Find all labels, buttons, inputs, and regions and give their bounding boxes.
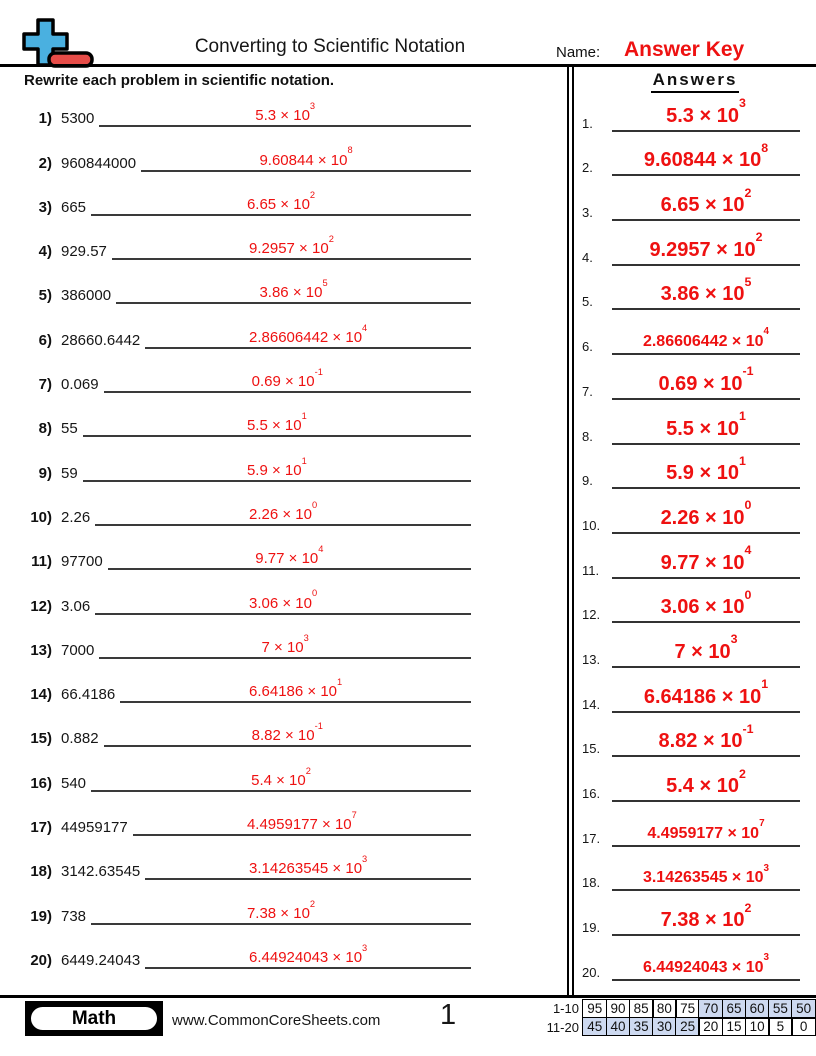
answer-blank (120, 679, 471, 703)
answer-key-text: $5.5 \times 10^1$ (666, 409, 746, 440)
answer-key-text: $2.86606442 \times 10^4$ (642, 326, 770, 351)
problem-value: 97700 (61, 553, 103, 571)
answer-key-list (582, 97, 816, 991)
problem-value: 665 (61, 198, 87, 216)
problem-value: 6449.24043 (61, 951, 141, 969)
answer-line (612, 230, 800, 266)
answer-line (612, 819, 800, 847)
problem-value: 0.069 (61, 376, 99, 394)
answers-heading: Answers (574, 70, 816, 93)
score-cell: 65 (722, 999, 747, 1019)
answer-row-8 (582, 410, 816, 455)
answer-number: 9. (582, 473, 593, 489)
answer-number: 6. (582, 339, 593, 355)
answer-number: 11. (582, 562, 600, 578)
problem-number: 2) (38, 154, 52, 172)
score-cell: 20 (698, 1017, 723, 1037)
score-cell: 95 (582, 999, 607, 1019)
problem-value: 540 (61, 774, 87, 792)
problem-number: 10) (30, 508, 52, 526)
problem-number: 17) (30, 819, 52, 837)
score-cell: 75 (675, 999, 700, 1019)
answer-row-14 (582, 678, 816, 723)
problem-value: 386000 (61, 287, 112, 305)
answer-number: 14. (582, 696, 601, 712)
problem-row-11 (24, 538, 567, 582)
answer-line (612, 900, 800, 936)
answer-key-text: $2.26 \times 10^0$ (660, 498, 752, 529)
answer-number: 8. (582, 428, 593, 444)
answer-blank (104, 366, 471, 393)
problem-row-8 (24, 405, 567, 449)
answer-number: 3. (582, 205, 593, 221)
answer-number: 1. (582, 115, 593, 131)
score-row-label: 11-20 (546, 1019, 579, 1035)
problem-row-15 (24, 715, 567, 759)
answer-number: 19. (582, 920, 601, 936)
score-cell: 0 (791, 1017, 816, 1037)
answer-number: 18. (582, 875, 601, 891)
answer-text: $2.26 \times 10^0$ (249, 499, 318, 523)
answer-row-16 (582, 767, 816, 812)
answer-key-text: Answer Key (624, 38, 745, 61)
problem-row-18 (24, 848, 567, 892)
page-title: Converting to Scientific Notation (194, 36, 466, 57)
answer-row-10 (582, 499, 816, 544)
answer-row-15 (582, 723, 816, 768)
answer-key-text: $7.38 \times 10^2$ (660, 900, 752, 932)
footer (0, 995, 816, 1056)
score-cell: 80 (652, 999, 677, 1019)
problem-row-1 (24, 95, 567, 139)
score-row-11-20 (540, 1019, 816, 1037)
answer-line (612, 185, 800, 221)
answer-row-12 (582, 589, 816, 634)
answer-key-text: $4.4959177 \times 10^7$ (647, 817, 765, 842)
answer-line (612, 587, 800, 623)
problem-number: 12) (30, 597, 52, 615)
problem-row-16 (24, 759, 567, 803)
answer-number: 13. (582, 651, 601, 667)
answer-blank (133, 809, 471, 836)
answer-number: 12. (582, 607, 601, 623)
problem-row-19 (24, 892, 567, 936)
answer-number: 17. (582, 830, 601, 846)
problem-value: 5300 (61, 110, 95, 128)
answer-key-text: $6.44924043 \times 10^3$ (642, 951, 770, 976)
problem-row-4 (24, 228, 567, 272)
answer-row-11 (582, 544, 816, 589)
problem-value: 2.26 (61, 508, 91, 526)
problem-row-14 (24, 671, 567, 715)
problem-row-13 (24, 627, 567, 671)
answer-key-text: $3.14263545 \times 10^3$ (642, 862, 770, 887)
answer-text: $5.3 \times 10^3$ (255, 101, 316, 125)
score-cell: 55 (768, 999, 793, 1019)
problem-value: 3142.63545 (61, 863, 141, 881)
answer-key-text: $6.65 \times 10^2$ (660, 185, 752, 217)
problem-value: 7000 (61, 641, 95, 659)
answer-key-text: $3.06 \times 10^0$ (660, 587, 752, 619)
answer-number: 4. (582, 249, 593, 265)
answer-line (612, 721, 800, 757)
answer-row-1 (582, 97, 816, 142)
problem-number: 11) (31, 553, 52, 571)
answer-text: $0.69 \times 10^{-1}$ (251, 366, 323, 391)
answer-key-text: $5.9 \times 10^1$ (666, 453, 746, 485)
answer-row-4 (582, 231, 816, 276)
problem-value: 3.06 (61, 597, 91, 615)
problem-row-6 (24, 316, 567, 360)
answer-blank (95, 588, 471, 615)
answer-line (612, 364, 800, 400)
answer-text: $3.86 \times 10^5$ (259, 278, 328, 302)
answer-key-text: $5.4 \times 10^2$ (666, 766, 746, 797)
answer-text: $3.06 \times 10^0$ (249, 588, 318, 612)
answer-number: 10. (582, 517, 601, 533)
answer-text: $9.2957 \times 10^2$ (249, 234, 334, 258)
problem-number: 9) (38, 464, 52, 482)
score-cell: 35 (629, 1017, 654, 1037)
problem-value: 55 (61, 420, 78, 438)
problem-value: 960844000 (61, 154, 137, 172)
answer-line (612, 863, 800, 891)
answer-line (612, 677, 800, 713)
answer-line (612, 953, 800, 981)
problem-row-17 (24, 804, 567, 848)
subject-badge (25, 1001, 163, 1036)
website-text: www.CommonCoreSheets.com (172, 1012, 381, 1029)
problem-value: 28660.6442 (61, 331, 141, 349)
answer-text: $2.86606442 \times 10^4$ (249, 322, 368, 346)
answer-key-text: $0.69 \times 10^{-1}$ (658, 364, 754, 395)
score-cell: 70 (698, 999, 723, 1019)
problem-value: 929.57 (61, 243, 107, 261)
answer-row-2 (582, 142, 816, 187)
problem-number: 18) (30, 863, 52, 881)
problem-row-2 (24, 139, 567, 183)
problem-value: 0.882 (61, 730, 99, 748)
problem-list (24, 95, 567, 981)
problem-row-20 (24, 937, 567, 981)
answer-line (612, 632, 800, 668)
problem-number: 20) (30, 951, 52, 969)
answer-key-text: $6.64186 \times 10^1$ (643, 677, 769, 708)
problem-row-10 (24, 494, 567, 538)
answer-blank (99, 632, 471, 659)
answer-text: $6.65 \times 10^2$ (246, 189, 316, 213)
answer-text: $8.82 \times 10^{-1}$ (251, 721, 323, 745)
score-cell: 25 (675, 1017, 700, 1037)
score-cell: 40 (606, 1017, 631, 1037)
problem-number: 19) (30, 907, 52, 925)
answer-number: 2. (582, 160, 593, 176)
answer-row-17 (582, 812, 816, 857)
answer-key-text: $7 \times 10^3$ (674, 632, 738, 663)
answer-line (612, 274, 800, 310)
problem-number: 7) (38, 376, 52, 394)
answer-line (612, 409, 800, 445)
answer-blank (95, 499, 471, 526)
answer-line (612, 327, 800, 355)
answer-key-text: $8.82 \times 10^{-1}$ (658, 721, 754, 753)
answer-text: $5.5 \times 10^1$ (246, 411, 307, 435)
column-divider (567, 67, 574, 995)
score-table (540, 999, 816, 1036)
answer-text: $6.64186 \times 10^1$ (249, 677, 343, 701)
answer-blank (145, 322, 471, 349)
problem-row-7 (24, 361, 567, 405)
answer-row-5 (582, 276, 816, 321)
score-row-1-10 (540, 999, 816, 1019)
answer-text: $5.4 \times 10^2$ (251, 765, 311, 789)
problem-number: 3) (38, 198, 52, 216)
answer-row-6 (582, 320, 816, 365)
name-label: Name: (556, 44, 601, 61)
answer-key-text: $9.77 \times 10^4$ (660, 543, 752, 574)
problem-value: 59 (61, 464, 78, 482)
answer-number: 16. (582, 786, 601, 801)
problem-row-3 (24, 184, 567, 228)
answer-line (612, 453, 800, 489)
answer-text: $9.77 \times 10^4$ (255, 544, 324, 568)
answer-blank (99, 103, 471, 127)
answer-row-18 (582, 857, 816, 902)
answer-blank (91, 189, 471, 216)
problem-value: 66.4186 (61, 686, 116, 704)
answer-blank (145, 942, 471, 969)
problem-row-12 (24, 582, 567, 626)
problem-row-9 (24, 449, 567, 493)
answer-blank (83, 455, 471, 482)
answer-row-19 (582, 901, 816, 946)
problem-value: 44959177 (61, 819, 128, 837)
answer-blank (104, 723, 471, 747)
problem-number: 16) (30, 774, 52, 792)
answer-row-7 (582, 365, 816, 410)
problem-number: 4) (38, 243, 52, 261)
score-row-label: 1-10 (552, 1001, 579, 1017)
score-cell: 60 (745, 999, 770, 1019)
problem-row-5 (24, 272, 567, 316)
problem-number: 5) (38, 287, 52, 305)
answer-blank (108, 546, 471, 570)
answer-number: 7. (582, 383, 593, 399)
answer-text: $4.4959177 \times 10^7$ (246, 809, 357, 834)
problem-number: 15) (30, 730, 52, 748)
answer-number: 20. (582, 964, 601, 980)
answer-text: $7 \times 10^3$ (261, 632, 309, 656)
answer-text: $6.44924043 \times 10^3$ (249, 942, 368, 966)
problem-number: 8) (38, 420, 52, 438)
answer-text: $3.14263545 \times 10^3$ (249, 854, 368, 878)
answer-row-13 (582, 633, 816, 678)
answer-line (612, 543, 800, 579)
page-number: 1 (440, 999, 457, 1031)
answer-blank (145, 856, 471, 880)
score-cell: 5 (768, 1017, 793, 1037)
answer-row-3 (582, 186, 816, 231)
answer-blank (91, 898, 471, 925)
problem-value: 738 (61, 907, 87, 925)
answer-number: 15. (582, 741, 601, 757)
answer-line (612, 96, 800, 132)
answer-blank (141, 145, 471, 172)
score-cell: 30 (652, 1017, 677, 1037)
answer-blank (83, 413, 471, 437)
score-cell: 10 (745, 1017, 770, 1037)
answer-blank (112, 236, 471, 260)
answer-blank (91, 765, 471, 792)
problem-number: 13) (30, 641, 52, 659)
score-cell: 50 (791, 999, 816, 1019)
problem-number: 14) (30, 686, 52, 704)
worksheet-body (0, 67, 816, 995)
score-cell: 85 (629, 999, 654, 1019)
answer-text: $7.38 \times 10^2$ (246, 898, 316, 922)
problem-number: 1) (38, 110, 52, 128)
answer-text: $9.60844 \times 10^8$ (259, 145, 353, 169)
score-cell: 90 (606, 999, 631, 1019)
score-cell: 15 (722, 1017, 747, 1037)
score-cell: 45 (582, 1017, 607, 1037)
problems-column (0, 67, 567, 995)
answer-key-text: $9.2957 \times 10^2$ (649, 230, 763, 261)
answer-row-9 (582, 455, 816, 500)
answer-text: $5.9 \times 10^1$ (246, 455, 307, 479)
answers-column (574, 67, 816, 995)
answer-key-text: $3.86 \times 10^5$ (660, 274, 752, 306)
answer-number: 5. (582, 294, 593, 310)
subject-badge-pill (29, 1005, 159, 1032)
answer-row-20 (582, 946, 816, 991)
subject-label: Math (71, 1007, 117, 1029)
answer-line (612, 498, 800, 534)
answer-key-text: $9.60844 \times 10^8$ (643, 140, 769, 172)
answer-line (612, 766, 800, 802)
answer-line (612, 140, 800, 176)
answer-key-text: $5.3 \times 10^3$ (666, 96, 746, 127)
answer-blank (116, 280, 471, 304)
instructions-text: Rewrite each problem in scientific notation. (24, 72, 335, 89)
problem-number: 6) (38, 331, 52, 349)
